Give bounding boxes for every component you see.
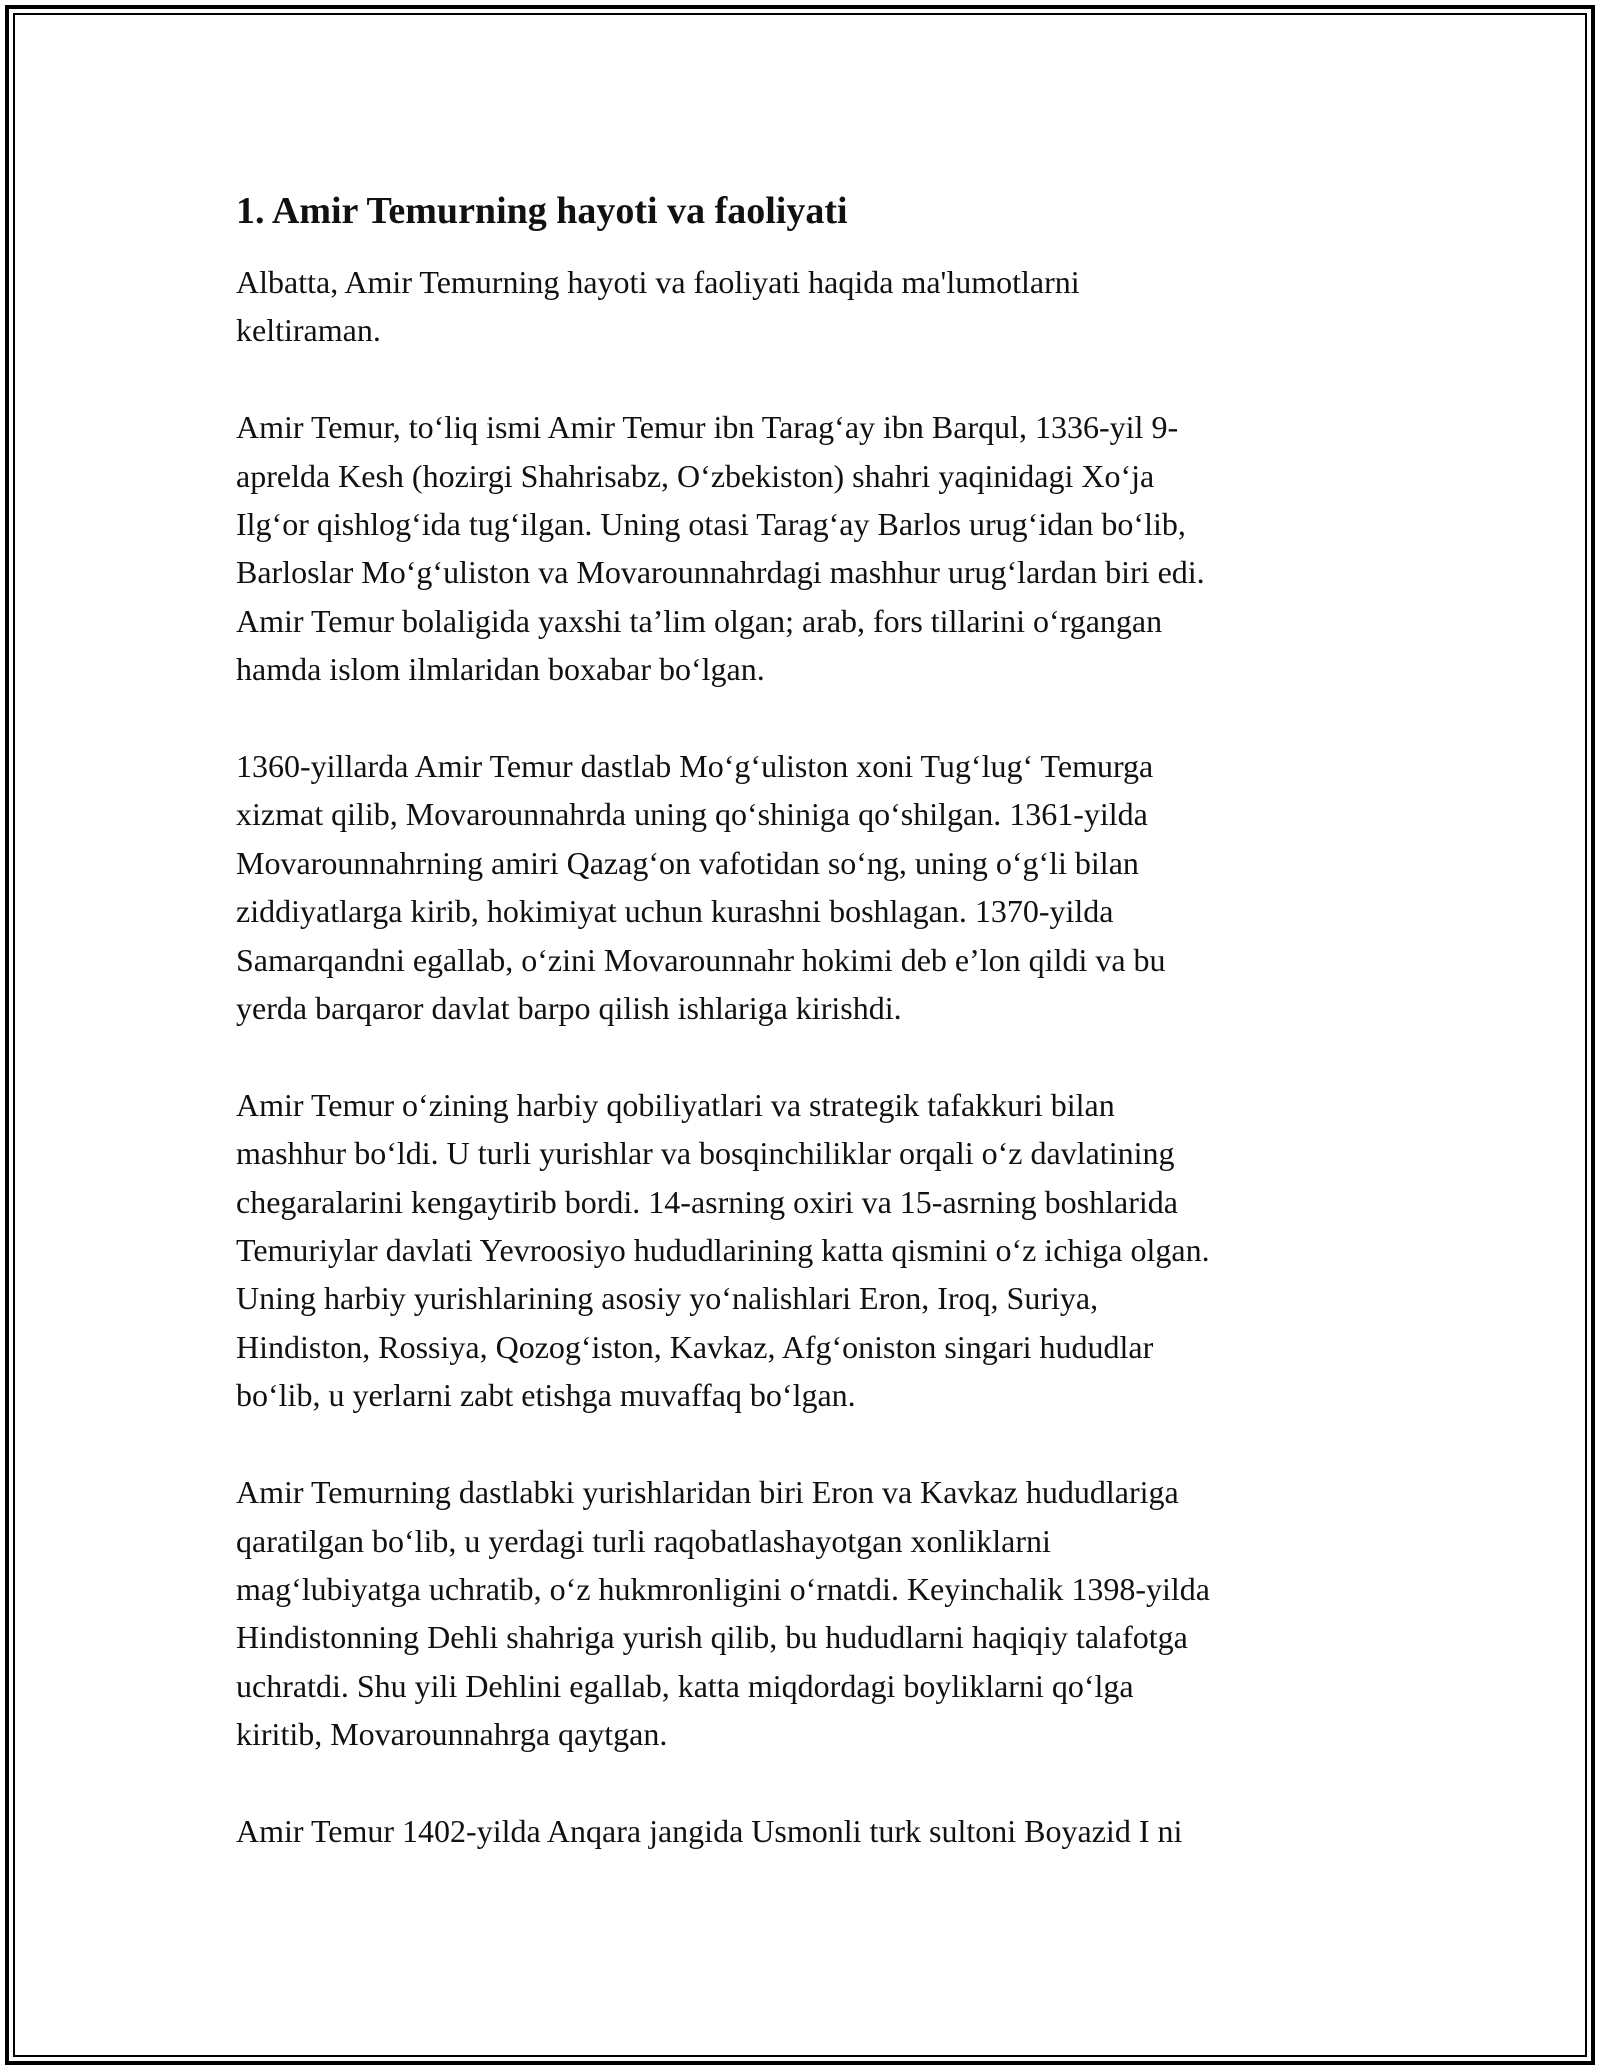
paragraph-line: Amir Temur 1402-yilda Anqara jangida Usmonli turk sultoni Boyazid I ni (236, 1812, 1183, 1849)
paragraph-ankara (236, 1807, 1366, 1855)
paragraph-military (236, 1081, 1366, 1420)
paragraph-line: aprelda Kesh (hozirgi Shahrisabz, O‘zbekiston) shahri yaqinidagi Xo‘ja (236, 457, 1155, 494)
paragraph-line: uchratdi. Shu yili Dehlini egallab, katta miqdordagi boyliklarni qo‘lga (236, 1667, 1134, 1704)
paragraph-birth (236, 403, 1366, 693)
paragraph-intro (236, 258, 1366, 355)
paragraph-line: mag‘lubiyatga uchratib, o‘z hukmronligini o‘rnatdi. Keyinchalik 1398-yilda (236, 1570, 1210, 1607)
paragraph-rise-to-power (236, 742, 1366, 1032)
paragraph-line: Uning harbiy yurishlarining asosiy yo‘nalishlari Eron, Iroq, Suriya, (236, 1280, 1099, 1317)
paragraph-line: Amir Temur bolaligida yaxshi ta’lim olgan; arab, fors tillarini o‘rgangan (236, 602, 1163, 639)
paragraph-line: Amir Temur, to‘liq ismi Amir Temur ibn Tarag‘ay ibn Barqul, 1336-yil 9- (236, 409, 1179, 446)
paragraph-line: chegaralarini kengaytirib bordi. 14-asrning oxiri va 15-asrning boshlarida (236, 1183, 1178, 1220)
paragraph-line: Temuriylar davlati Yevroosiyo hududlarining katta qismini o‘z ichiga olgan. (236, 1232, 1210, 1269)
paragraph-line: 1360-yillarda Amir Temur dastlab Mo‘g‘uliston xoni Tug‘lug‘ Temurga (236, 748, 1154, 785)
paragraph-line: Albatta, Amir Temurning hayoti va faoliyati haqida ma'lumotlarni (236, 264, 1080, 300)
paragraph-line: Samarqandni egallab, o‘zini Movarounnahr hokimi deb e’lon qildi va bu (236, 941, 1166, 978)
paragraph-line: Ilg‘or qishlog‘ida tug‘ilgan. Uning otasi Tarag‘ay Barlos urug‘idan bo‘lib, (236, 506, 1186, 543)
paragraph-line: keltiraman. (236, 312, 381, 349)
paragraph-line: Amir Temurning dastlabki yurishlaridan biri Eron va Kavkaz hududlariga (236, 1474, 1179, 1511)
paragraph-line: kiritib, Movarounnahrga qaytgan. (236, 1716, 668, 1753)
paragraph-line: qaratilgan bo‘lib, u yerdagi turli raqobatlashayotgan xonliklarni (236, 1522, 1051, 1559)
paragraph-line: Barloslar Mo‘g‘uliston va Movarounnahrdagi mashhur urug‘lardan biri edi. (236, 554, 1205, 591)
paragraph-line: hamda islom ilmlaridan boxabar bo‘lgan. (236, 651, 765, 688)
paragraph-line: Hindiston, Rossiya, Qozog‘iston, Kavkaz, Afg‘oniston singari hududlar (236, 1328, 1154, 1365)
paragraph-campaigns (236, 1468, 1366, 1758)
paragraph-line: bo‘lib, u yerlarni zabt etishga muvaffaq bo‘lgan. (236, 1377, 856, 1414)
paragraph-line: yerda barqaror davlat barpo qilish ishlariga kirishdi. (236, 990, 902, 1027)
paragraph-line: Movarounnahrning amiri Qazag‘on vafotidan so‘ng, uning o‘g‘li bilan (236, 844, 1139, 881)
paragraph-line: ziddiyatlarga kirib, hokimiyat uchun kurashni boshlagan. 1370-yilda (236, 893, 1114, 930)
document-title: 1. Amir Temurning hayoti va faoliyati (236, 190, 848, 232)
paragraph-line: xizmat qilib, Movarounnahrda uning qo‘shiniga qo‘shilgan. 1361-yilda (236, 796, 1148, 833)
document-body (236, 186, 1366, 1904)
paragraph-line: Hindistonning Dehli shahriga yurish qilib, bu hududlarni haqiqiy talafotga (236, 1619, 1188, 1656)
paragraph-line: Amir Temur o‘zining harbiy qobiliyatlari va strategik tafakkuri bilan (236, 1086, 1115, 1123)
paragraph-line: mashhur bo‘ldi. U turli yurishlar va bosqinchiliklar orqali o‘z davlatining (236, 1135, 1175, 1172)
